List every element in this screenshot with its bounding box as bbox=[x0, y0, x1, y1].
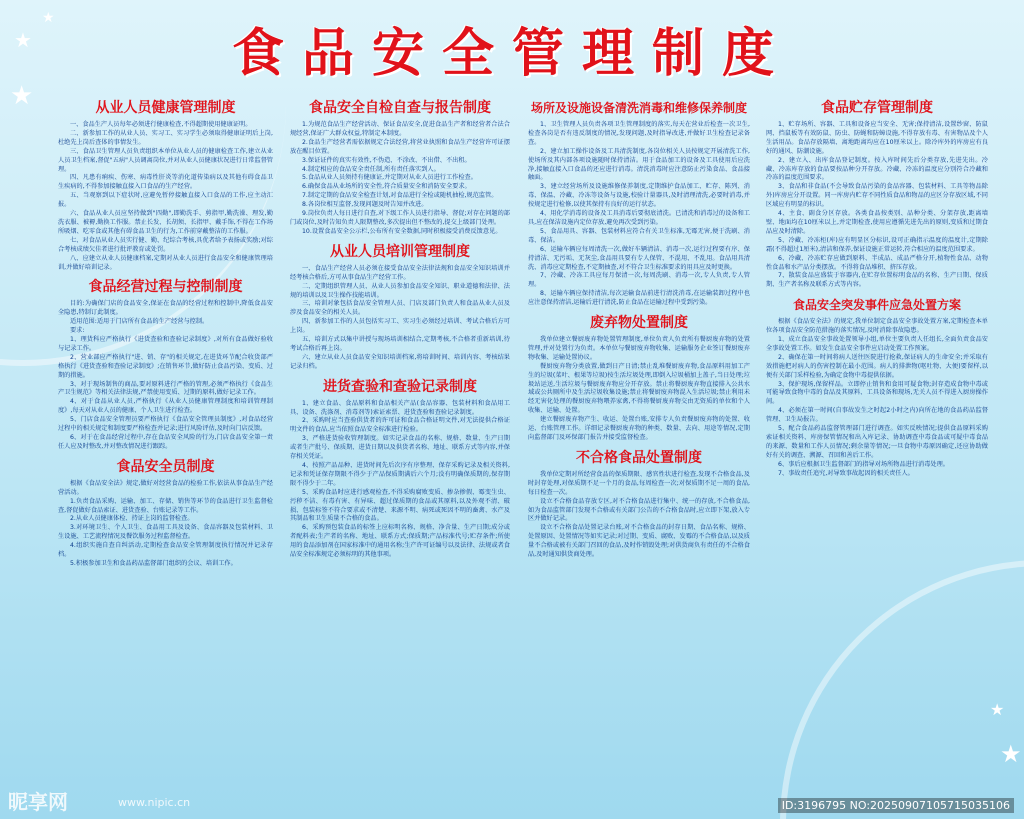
paragraph: 一、食品生产经营人员必须在接受食品安全法律法规和食品安全知识培训并经考核合格后,方可从事食品生产经营工作。 bbox=[290, 264, 510, 281]
paragraph: 3.保证证件的真实有效性,不伪造、不涂改、不出借、不出租。 bbox=[302, 156, 471, 164]
paragraph: 1、成立食品安全事故处置领导小组,单位主要负责人任组长,全面负责食品安全事故处置工作。如发生食品安全事件应启动处置工作预案。 bbox=[766, 336, 988, 352]
paragraph: 1、卫生管理人员负责各项卫生管理制度的落实,每天在营业后检查一次卫生,检查各岗是否有违反制度的情况,发现问题,及时指导改进,并做好卫生检查记录备查。 bbox=[528, 121, 750, 146]
section-body bbox=[528, 336, 750, 443]
paragraph: 4、用化学消毒的设备及工具消毒后要彻底清洗。已清洗和消毒过的设备和工具,应在保洁设施内定位存放,避免再次受到污染。 bbox=[528, 210, 750, 226]
paragraph: 四、凡患有痢疾、伤寒、病毒性肝炎等消化道传染病以及其他有碍食品卫生疾病的,不得参加接触直接入口食品的生产经营。 bbox=[58, 174, 273, 191]
paragraph: 6、事后应根据卫生监督部门的指导对场所物品进行消毒处理。 bbox=[778, 460, 949, 468]
section-body bbox=[58, 121, 273, 272]
paragraph: 六、建立从业人员食品安全知识培训档案,将培训时间、培训内容、考核结果记录归档。 bbox=[290, 353, 510, 370]
paragraph: 2、营业部应严格执行"进、销、存"的相关规定,在进货环节配合收货部严格执行《进货查验和查验记录制度》;在销售环节,做好防止食品污染、变质、过期的措施。 bbox=[58, 353, 273, 379]
paragraph: 我单位建立餐厨废弃物处置管理制度,单位负责人负责所有餐厨废弃物的处置管理,并对处置行为负责。本单位与餐厨废弃物收集、运输服务企业签订餐厨废弃物收集、运输处置协议。 bbox=[528, 336, 750, 361]
paragraph: 4、必须在第一时间(自事故发生之时起2小时之内)向所在地的食品药品监督管理、卫生局报告。 bbox=[766, 407, 988, 424]
paragraph: 八、应建立从业人员健康档案,定期对从业人员进行食品安全和健康管理培训,并做好培训记录。 bbox=[58, 254, 273, 271]
paragraph: 五、培训方式以集中讲授与现场培训相结合,定期考核,不合格者重新培训,待考试合格后再上岗。 bbox=[290, 336, 510, 352]
paragraph: 三、食品卫生管理人员负责组织本单位从业人员的健康检查工作,建立从业人员卫生档案,督促"五病"人员调离岗位,并对从业人员健康状况进行日常监督管理。 bbox=[58, 147, 273, 173]
section-title: 场所及设施设备清洗消毒和维修保养制度 bbox=[530, 101, 747, 115]
paragraph: 2、采购时应当查验供货者的许可证和食品合格证明文件,对无法提供合格证明文件的食品,应当依照食品安全标准进行检验。 bbox=[290, 417, 510, 434]
paragraph: 5、采购食品时应进行感观检查,不得采购腐败变质、掺杂掺假、霉变生虫、污秽不洁、有毒有害、有异味、超过保质期的食品或其原料,以及外观不清、破损、包装标签不符合要求或不清楚、来源不明、病死或死因不明的畜禽、水产及其制品和卫生质量不合格的食品。 bbox=[290, 488, 510, 523]
star-icon: ★ bbox=[990, 700, 1005, 719]
paragraph: 2、确保在第一时间将病人送往医院进行抢救,保证病人的生命安全;并采取有效措施把对病人的伤害控制在最小范围。病人的排泄物(呕吐物、大便)要留样,以便有关部门采样检验,为确定食物中毒提供依据。 bbox=[766, 353, 988, 379]
paragraph: 5、配合食品药品监督管理部门进行调查。如实反映情况;提供食品原料采购索证相关资料、库房保管情况和出入库记录、协助调查中毒食品或可疑中毒食品的来源、数量和工作人员情况;剩余量等情况;一旦食物中毒原因确定,还应协助做好有关的调查、溯源、召回和善后工作。 bbox=[766, 425, 988, 459]
paragraph: 二、新参加工作的从业人员、实习工、实习学生必须取得健康证明后上岗,杜绝先上岗后查体的事情发生。 bbox=[58, 129, 273, 146]
paragraph: 根据《食品安全法》规定,做好对经营食品的检验工作,依法从事食品生产经营活动。 bbox=[58, 479, 273, 496]
watermark-id: ID:3196795 NO:20250907105715035106 bbox=[778, 798, 1014, 813]
column-1 bbox=[58, 96, 273, 802]
paragraph: 6、对于在食品经营过程中,存在食品安全风险的行为,门店食品安全第一责任人应及时整改,并对整改情况进行跟踪。 bbox=[58, 434, 273, 450]
paragraph: 5、门店食品安全管理员要严格执行《食品安全管理员制度》,对食品经营过程中的相关规定和制度要严格检查并记录;进行风险评估,及时向门店反馈。 bbox=[58, 416, 273, 433]
section-body bbox=[528, 121, 750, 308]
paragraph: 目的:为确保门店的食品安全,保证在食品的经营过程和控制中,降低食品安全隐患,特制订此制度。 bbox=[58, 300, 273, 317]
paragraph: 1、建立食品、食品原料和食品相关产品(食品容器、包装材料和食品用工具、设备、洗涤剂、消毒剂等)索证索票、进货查验和查验记录制度。 bbox=[290, 399, 510, 416]
paragraph: 7、冷藏、冷冻工具应每月保清一次,每周洗刷、消毒一次,专人负责,专人管理。 bbox=[528, 272, 750, 289]
section-title: 进货查验和查验记录制度 bbox=[323, 378, 477, 395]
paragraph: 6.确保食品从业场所的安全性,符合质量安全和消防安全要求。 bbox=[302, 183, 471, 191]
paragraph: 8.各岗位相互监督,发现问题及时告知并改进。 bbox=[302, 201, 428, 209]
column-4 bbox=[766, 96, 988, 802]
paragraph: 5.积极参加卫生和食品药品监督部门组织的会议、培训工作。 bbox=[70, 559, 237, 567]
paragraph: 4.组织实施自查自纠活动,定期检查食品安全管理制度执行情况并记录存档。 bbox=[58, 542, 273, 559]
paragraph: 七、对食品从业人员实行健、勤、纪综合考核,具优者给予表扬或奖励;对综合考核成绩欠佳者进行批评教育或处罚。 bbox=[58, 236, 273, 253]
section-title: 不合格食品处置制度 bbox=[576, 449, 702, 466]
paragraph: 4、主食、副食分区存放。各类食品按类别、品种分类、分架存放,距离墙壁、地面均在10厘米以上,并定期检查,使用应遵循先进先出的原则,变质和过期食品应及时清除。 bbox=[766, 210, 988, 235]
paragraph: 6、采购预包装食品的标签上应标明名称、规格、净含量、生产日期;成分或者配料表;生产者的名称、地址、联系方式;保质期;产品标准代号;贮存条件;所使用的食品添加剂在国家标准中的通用名称;生产许可证编号以及法律、法规或者食品安全标准规定必须标明的其他事项。 bbox=[290, 524, 510, 559]
column-3 bbox=[528, 96, 750, 802]
paragraph: 一、食品生产人员每年必须进行健康检查,不得超期使用健康证明。 bbox=[70, 121, 252, 128]
paragraph: 适用范围:适用于门店所有食品的生产经营与控制。 bbox=[70, 318, 209, 326]
section-body bbox=[528, 471, 750, 560]
paragraph: 4、按照产品品种、进货时间先后次序有序整理、保存采购记录及相关资料,记录和凭证保存期限不得少于产品保质期满后六个月;没有明确保质期的,保存期限不得少于二年。 bbox=[290, 462, 510, 487]
section-title: 食品安全员制度 bbox=[116, 458, 215, 475]
paragraph: 餐厨废弃物分类放置,做到日产日清;禁止乱堆餐厨废弃物,食品原料用加工产生的垃圾(菜叶、根果等垃圾)按生活垃圾处理,即倒入垃圾桶加上盖子,当日处理;垃圾站运送,生活垃圾与餐厨废弃物应分开存放。禁止将餐厨废弃物直接排入公共水域或公共厕所中及生活垃圾收集设施;禁止将餐厨废弃物混入生活垃圾;禁止利用未经无害化处理的餐厨废弃物喂养家禽,不得将餐厨废弃物交由无资质的单位和个人收集、运输、处置。 bbox=[528, 362, 750, 415]
section-title: 从业人员培训管理制度 bbox=[330, 243, 470, 260]
paragraph: 2、建立加工操作设备及工具清洗制度,各岗位相关人员按规定开展清洗工作,使场所及其内部各项设施随时保持清洁。用于食品加工的设备及工具使用后应洗净,接触直接入口食品的还应进行消毒。清洗消毒时应注意防止污染食品、食品接触面。 bbox=[528, 147, 750, 182]
paragraph: 1.负责食品采购、运输、加工、存储、销售等环节的食品进行卫生监督检查,督促做好食品索证、进货查验、台账记录等工作。 bbox=[58, 497, 273, 514]
paragraph: 2.从业人员健康体检、持证上岗的监督检查。 bbox=[70, 515, 194, 523]
paragraph: 6、冷藏、冷冻贮存应做到原料、半成品、成品严格分开,植物性食品、动物性食品和水产品分类摆放。不得将食品堆积、挤压存放。 bbox=[766, 254, 988, 271]
paragraph: 5、冷藏、冷冻柜(库)应有明显区分标识,设可正确指示温度的温度计,定期除霜(不得超过1厘米),清洁和保养,保证设施正常运转,符合相应的温度范围要求。 bbox=[766, 236, 988, 253]
section-body bbox=[766, 121, 988, 290]
paragraph: 1、理货科应严格执行《进货查验和查验记录制度》,对所有食品做好验收与记录工作。 bbox=[58, 336, 273, 352]
paragraph: 2、建立入、出库食品登记制度。按入库时间先后分类存放,先进先出。冷藏、冷冻库存放的食品要按品种分开存放。冷藏、冷冻的温度应分别符合冷藏和冷冻的温度范围要求。 bbox=[766, 156, 988, 182]
paragraph: 4、对于食品从业人员,严格执行《从业人员健康管理制度和培训管理制度》,每天对从业人员的健康、个人卫生进行检查。 bbox=[58, 398, 273, 415]
paragraph: 8、运输车辆应保持清洁,每次运输食品前进行清洗消毒,在运输装卸过程中也应注意保持清洁,运输后进行清洗,防止食品在运输过程中受到污染。 bbox=[528, 290, 750, 307]
paragraph: 3、建立经营场所及设施维修保养制度,定期维护食品加工、贮存、陈列、消毒、保温、冷藏、冷冻等设备与设施,校验计量器具,及时清理清洗,必要时消毒,并按规定进行检修,以使其保持有良好的运行状态。 bbox=[528, 183, 750, 209]
section-title: 食品安全突发事件应急处置方案 bbox=[792, 298, 961, 313]
paragraph: 三、培训对象包括食品安全管理人员、门店及部门负责人和食品从业人员及涉及食品安全的相关人员。 bbox=[290, 300, 510, 317]
paragraph: 7、散装食品应盛装于容器内,在贮存位置标明食品的名称、生产日期、保质期、生产者名称及联系方式等内容。 bbox=[766, 272, 988, 289]
section-title: 食品贮存管理制度 bbox=[821, 100, 933, 116]
paragraph: 3、严格进货验收管理制度。如实记录食品的名称、规格、数量、生产日期或者生产批号、保质期、进货日期以及供货者名称、地址、联系方式等内容,并保存相关凭证。 bbox=[290, 435, 510, 461]
paragraph: 4.制定相应的食品安全责任制,所有责任落实到人。 bbox=[302, 165, 440, 173]
section-body bbox=[290, 121, 510, 237]
section-body bbox=[58, 300, 273, 451]
paragraph: 5、食品用具、容器、包装材料应符合有关卫生标准,无霉无害,便于洗刷、消毒、保洁。 bbox=[528, 227, 750, 244]
paragraph: 我单位定期对所经营食品的保质期限、感官性状进行检查,发现不合格食品,及时封存处理,对保质期不足一个月的食品,每周检查一次;对保质期不足一周的食品,每日检查一次。 bbox=[528, 470, 750, 496]
paragraph: 10.设置食品安全公示栏,公布所有安全数据,同时积极接受消费反馈意见。 bbox=[302, 227, 502, 235]
paragraph: 建立餐厨废弃物产生、收运、处置台账,安排专人负责餐厨废弃物的处置、收运、台账管理工作。详细记录餐厨废弃物的种类、数量、去向、用途等情况,定期向监督部门及环保部门报告并接受监督检查。 bbox=[528, 416, 750, 441]
paragraph: 设立不合格食品处置记录台账,对不合格食品的封存日期、食品名称、规格、处置原因、处置情况等如实记录;对过期、变质、腐败、发霉的不合格食品,以及质量不合格或被有关部门召回的食品,及时作销毁处理;对供货商负有责任的不合格食品,及时通知供货商处理。 bbox=[528, 524, 750, 559]
watermark-logo: 昵享网 bbox=[8, 790, 68, 814]
section-body bbox=[766, 318, 988, 478]
paragraph: 四、新参加工作的人员包括实习工、实习生必须经过培训、考试合格后方可上岗。 bbox=[290, 318, 510, 335]
watermark-url: www.nipic.cn bbox=[118, 796, 191, 809]
paragraph: 9.岗位负责人每日进行自查,对下级工作人员进行指导、督促;对存在问题的部门或岗位,及时告知负责人限期整改,多次提出但不整改的,提交上级部门处理。 bbox=[290, 210, 510, 226]
paragraph: 2.食品生产经营者需依据规定合法经营,将营业执照和食品生产经营许可证摆放在醒目位置。 bbox=[290, 138, 510, 155]
section-title: 食品安全自检自查与报告制度 bbox=[309, 100, 491, 116]
paragraph: 7.制定定期的食品安全检查计划,对食品进行全检或随机抽检,规范监管。 bbox=[302, 192, 498, 200]
section-body bbox=[290, 400, 510, 560]
section-body bbox=[290, 265, 510, 372]
page-title: 食品安全管理制度 bbox=[231, 24, 792, 84]
paragraph: 二、定期组织管理人员、从业人员参加食品安全知识、职业道德和法律、法规的培训以及卫生操作技能培训。 bbox=[290, 282, 510, 299]
star-icon: ★ bbox=[1000, 740, 1022, 768]
paragraph: 1.为规范食品生产经营活动、保证食品安全,促进食品生产者和经营者合法合规经营,保证广大群众权益,特制定本制度。 bbox=[290, 121, 510, 137]
section-body bbox=[58, 480, 273, 569]
section-title: 废弃物处置制度 bbox=[590, 315, 688, 332]
paragraph: 3、食品和非食品(不会导致食品污染的食品容器、包装材料、工具等物品除外)库房应分开设置。同一库房内贮存不同性质食品和物品的应区分存放区域,不同区域应有明显的标识。 bbox=[766, 183, 988, 209]
star-icon: ★ bbox=[42, 10, 55, 26]
paragraph: 3、对于现场制售的商品,要对原料进行严格的管理,必须严格执行《食品生产卫生规范》等相关法律法规,严禁使用变质、过期的原料,做好记录工作。 bbox=[58, 380, 273, 397]
section-title: 食品经营过程与控制制度 bbox=[88, 279, 243, 296]
paragraph: 要求: bbox=[70, 327, 85, 335]
paragraph: 五、当观察到以下症状时,应避免暂停接触直接入口食品的工作,应主动汇报。 bbox=[58, 192, 273, 209]
paragraph: 六、食品从业人员应坚持做到"四勤",即勤洗手、剪指甲,勤洗澡、理发,勤洗衣服、被褥,勤换工作服。禁止长发、长胡须、长指甲、戴手饰,不得在工作场所吸烟、吃零食或其他有碍食品卫生的行为,工作前穿戴整洁的工作服。 bbox=[58, 210, 273, 235]
paragraph: 设立不合格食品存放专区,对不合格食品进行集中、统一的存放,不合格食品,如为食品监管部门发现不合格或有关部门公告的不合格食品时,应立即下架,放入专区并做好记录。 bbox=[528, 497, 750, 523]
star-icon: ★ bbox=[10, 81, 34, 111]
paragraph: 3.对环境卫生、个人卫生、食品用工具及设备、食品容器及包装材料、卫生设施、工艺流程情况及餐饮服务过程监督检查。 bbox=[58, 524, 273, 541]
paragraph: 1、贮存场所、容器、工具和设备应当安全、无害;保持清洁,设置纱窗、防鼠网、挡鼠板等有效防鼠、防虫、防蝇和防蟑设施,不得存放有毒、有害物品及个人生活用品。食品存放隔墙、离地距离均应在10厘米以上。除冷库外的库房应有良好的通风、防潮设施。 bbox=[766, 121, 988, 155]
paragraph: 3、保护现场,保留样品。立即停止销售和食用可疑食物;封存造成食物中毒或可能导致食物中毒的食品及其原料、工具设备和现场,无关人员不得进入厨房操作间。 bbox=[766, 380, 988, 406]
paragraph: 根据《食品安全法》的规定,我单位制定食品安全事故处置方案,定期检查本单位各项食品安全防范措施的落实情况,及时消除事故隐患。 bbox=[766, 318, 988, 335]
column-2 bbox=[290, 96, 510, 802]
section-title: 从业人员健康管理制度 bbox=[95, 100, 236, 116]
paragraph: 7、事故责任追究,对导致事故起因的相关责任人。 bbox=[778, 469, 914, 477]
star-icon: ★ bbox=[14, 28, 32, 52]
paragraph: 6、运输车辆应每周清洗一次,做好车辆清洁、消毒一次,运行过程要有序、保持清洁、无污垢、无灰尘,食品用具要有专人保管、不混用、不乱用。食品用具清洗、消毒应定期检查,不定期抽查,对不符合卫生标准要求的用具应及时更换。 bbox=[528, 245, 750, 271]
paragraph: 5.食品从业人员须持有健康证,并定期对从业人员进行工作检查。 bbox=[302, 174, 477, 182]
